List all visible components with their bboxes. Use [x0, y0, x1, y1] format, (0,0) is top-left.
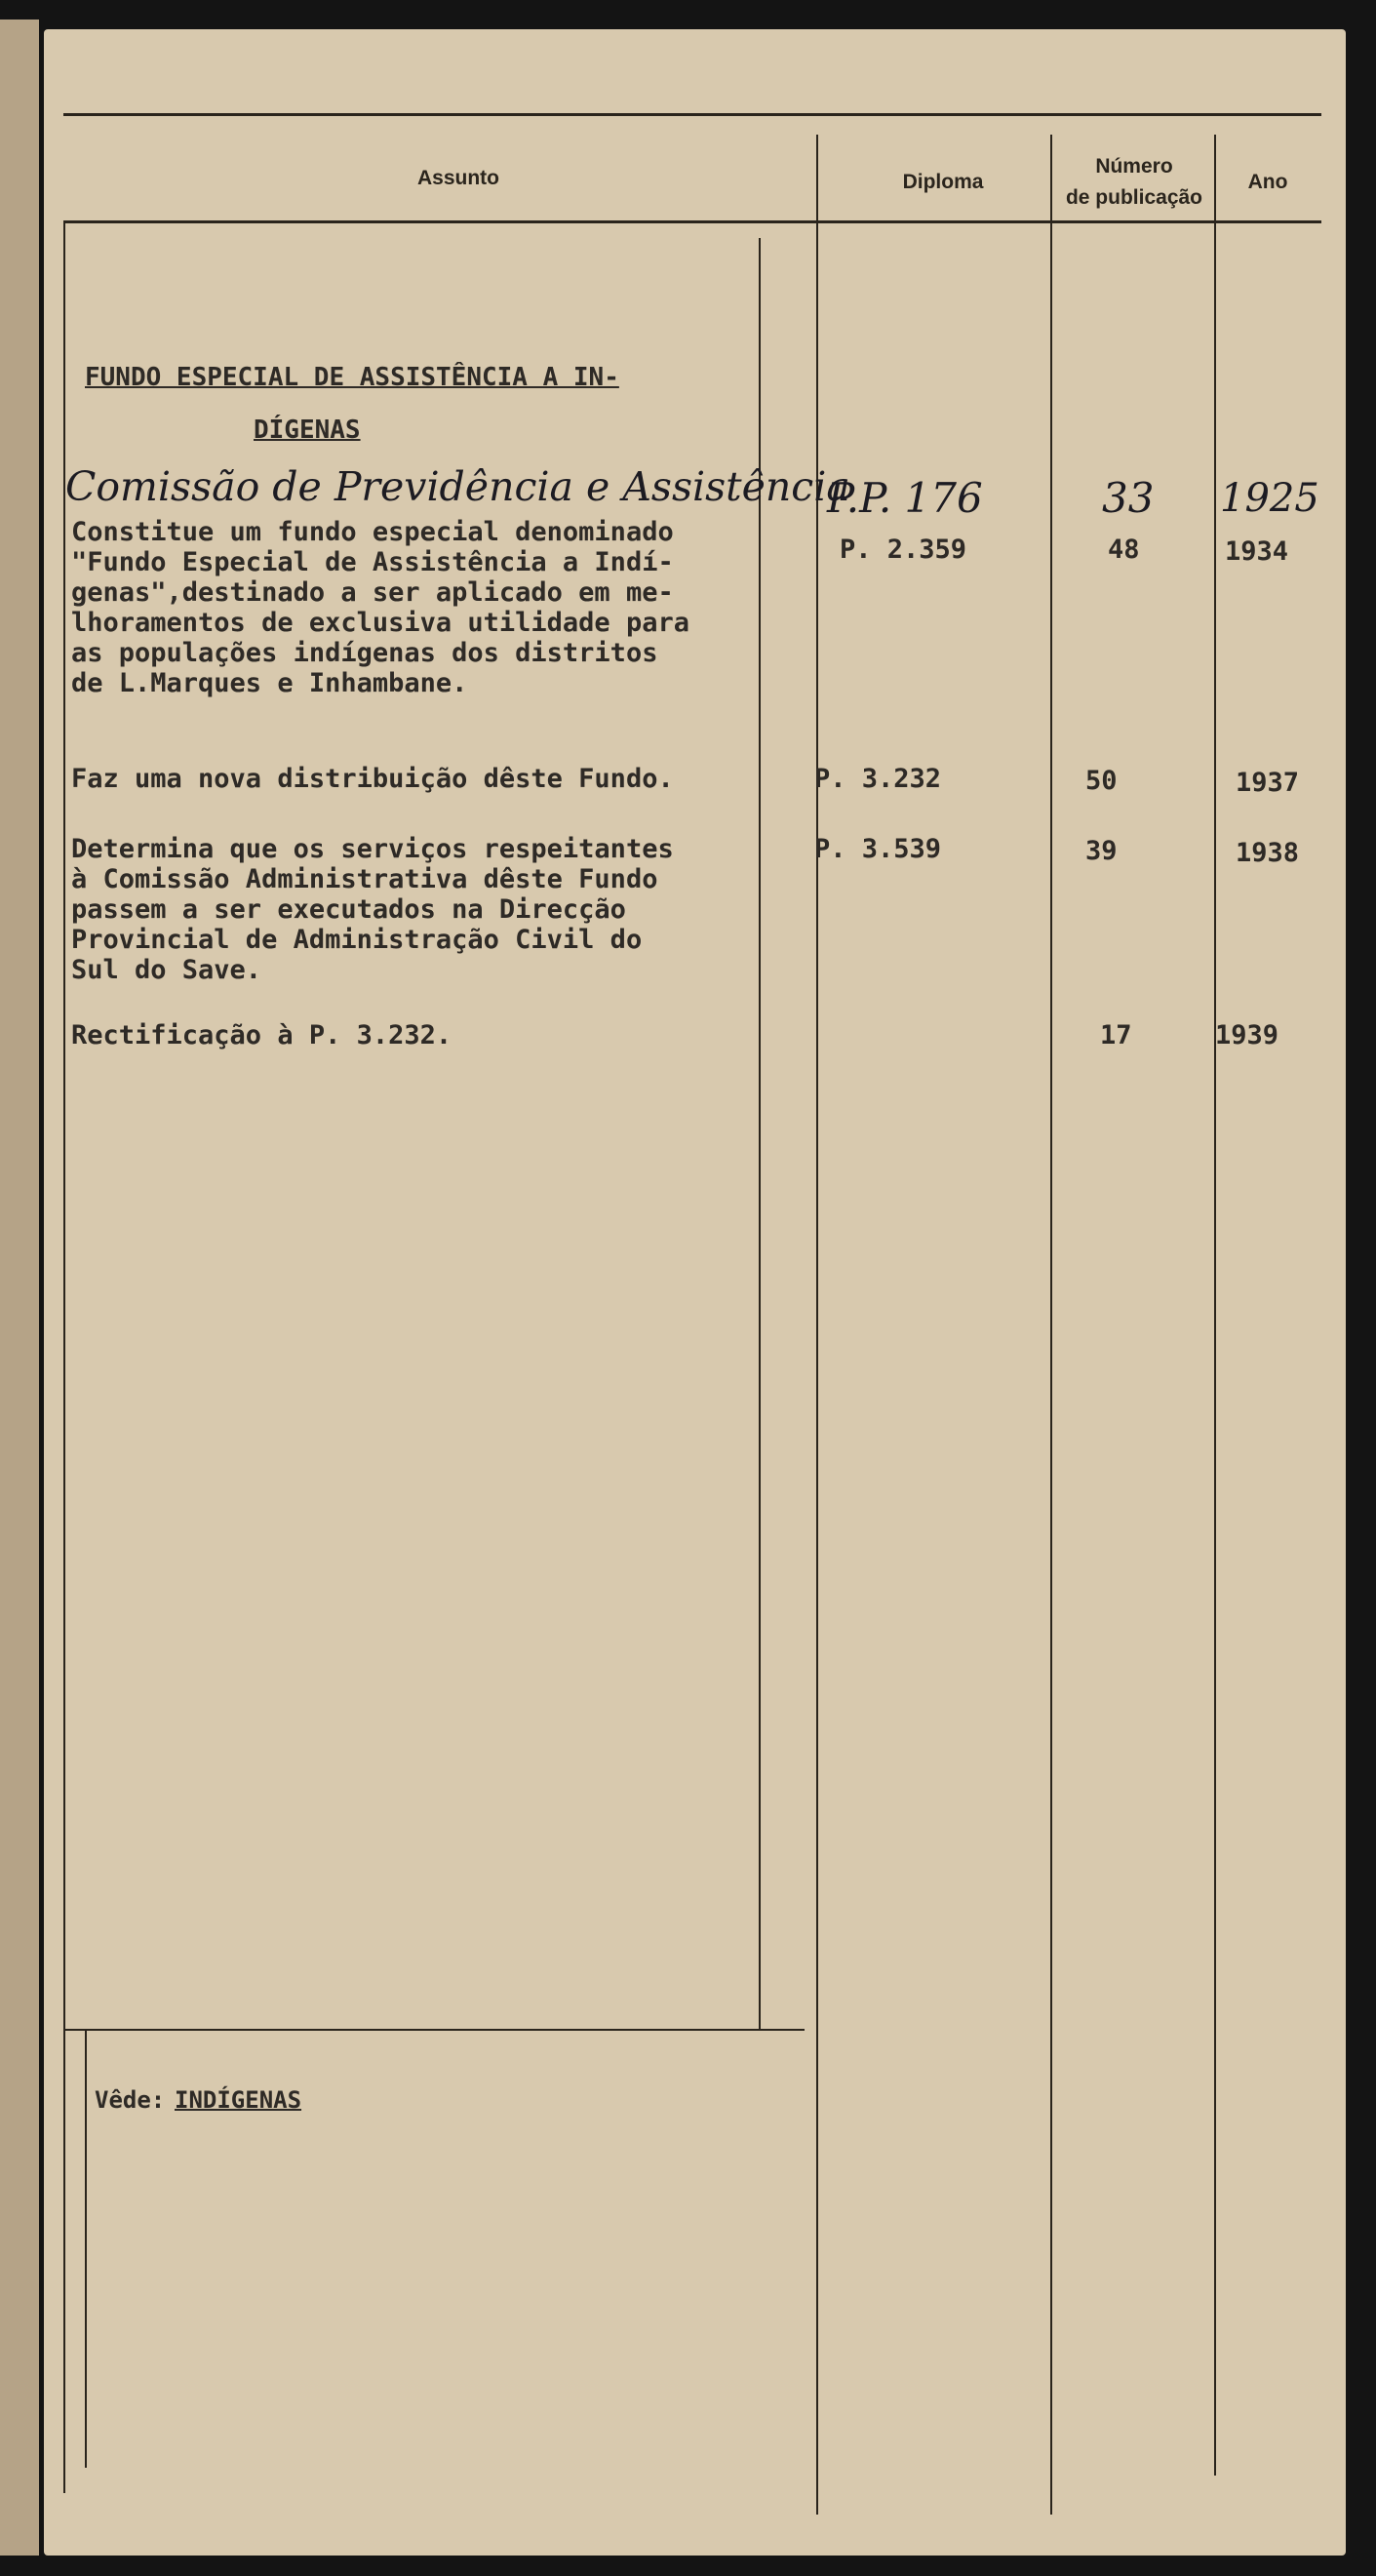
entry-4-numero: 17 [1100, 1020, 1132, 1050]
header-ano: Ano [1247, 171, 1288, 193]
left-page-edge [0, 20, 39, 2556]
entry-1-numero: 48 [1108, 535, 1140, 565]
entry-1-line-3: genas",destinado a ser aplicado em me- [71, 577, 674, 608]
footer-margin-line [85, 2029, 87, 2468]
entry-1-line-2: "Fundo Especial de Assistência a Indí- [71, 547, 674, 577]
entry-4-line-1: Rectificação à P. 3.232. [71, 1020, 452, 1050]
top-rule [63, 113, 1321, 116]
entry-3-line-1: Determina que os serviços respeitantes [71, 834, 674, 864]
column-divider-numero [1214, 135, 1216, 2476]
header-diploma: Diploma [902, 171, 984, 193]
header-numero-line1: Número [1095, 155, 1173, 178]
ledger-page [44, 29, 1346, 2556]
header-rule [63, 220, 1321, 223]
entry-1-diploma: P. 2.359 [840, 535, 967, 565]
entry-2-ano: 1937 [1236, 768, 1300, 798]
handwritten-ano: 1925 [1220, 476, 1319, 521]
entry-3-diploma: P. 3.539 [814, 834, 942, 864]
entry-3-line-4: Provincial de Administração Civil do [71, 925, 643, 955]
entry-3-line-3: passem a ser executados na Direcção [71, 894, 626, 925]
handwritten-assunto: Comissão de Previdência e Assistência [65, 463, 850, 510]
handwritten-numero: 33 [1102, 474, 1155, 522]
entry-3-line-5: Sul do Save. [71, 955, 262, 985]
header-assunto: Assunto [417, 167, 499, 189]
entry-2-numero: 50 [1085, 766, 1118, 796]
entry-1-ano: 1934 [1225, 536, 1289, 567]
entry-4-ano: 1939 [1215, 1020, 1279, 1050]
entry-3-line-2: à Comissão Administrativa dêste Fundo [71, 864, 658, 894]
left-margin-line [63, 220, 65, 2493]
entry-2-diploma: P. 3.232 [814, 764, 942, 794]
vede-label: Vêde: [95, 2086, 166, 2114]
entry-3-numero: 39 [1085, 836, 1118, 866]
column-divider-diploma [1050, 135, 1052, 2515]
entry-3-ano: 1938 [1236, 838, 1300, 868]
entry-1-line-4: lhoramentos de exclusiva utilidade para [71, 608, 689, 638]
title-line-1: FUNDO ESPECIAL DE ASSISTÊNCIA A IN- [85, 363, 619, 392]
title-line-2: DÍGENAS [254, 416, 361, 445]
entry-1-line-6: de L.Marques e Inhambane. [71, 668, 468, 698]
handwritten-diploma: P.P. 176 [827, 474, 983, 522]
vede-reference: INDÍGENAS [175, 2086, 302, 2114]
entry-1-line-1: Constitue um fundo especial denominado [71, 517, 674, 547]
header-numero-line2: de publicação [1065, 186, 1203, 209]
bottom-section-rule [63, 2029, 805, 2031]
entry-1-line-5: as populações indígenas dos distritos [71, 638, 658, 668]
entry-2-line-1: Faz uma nova distribuição dêste Fundo. [71, 764, 674, 794]
